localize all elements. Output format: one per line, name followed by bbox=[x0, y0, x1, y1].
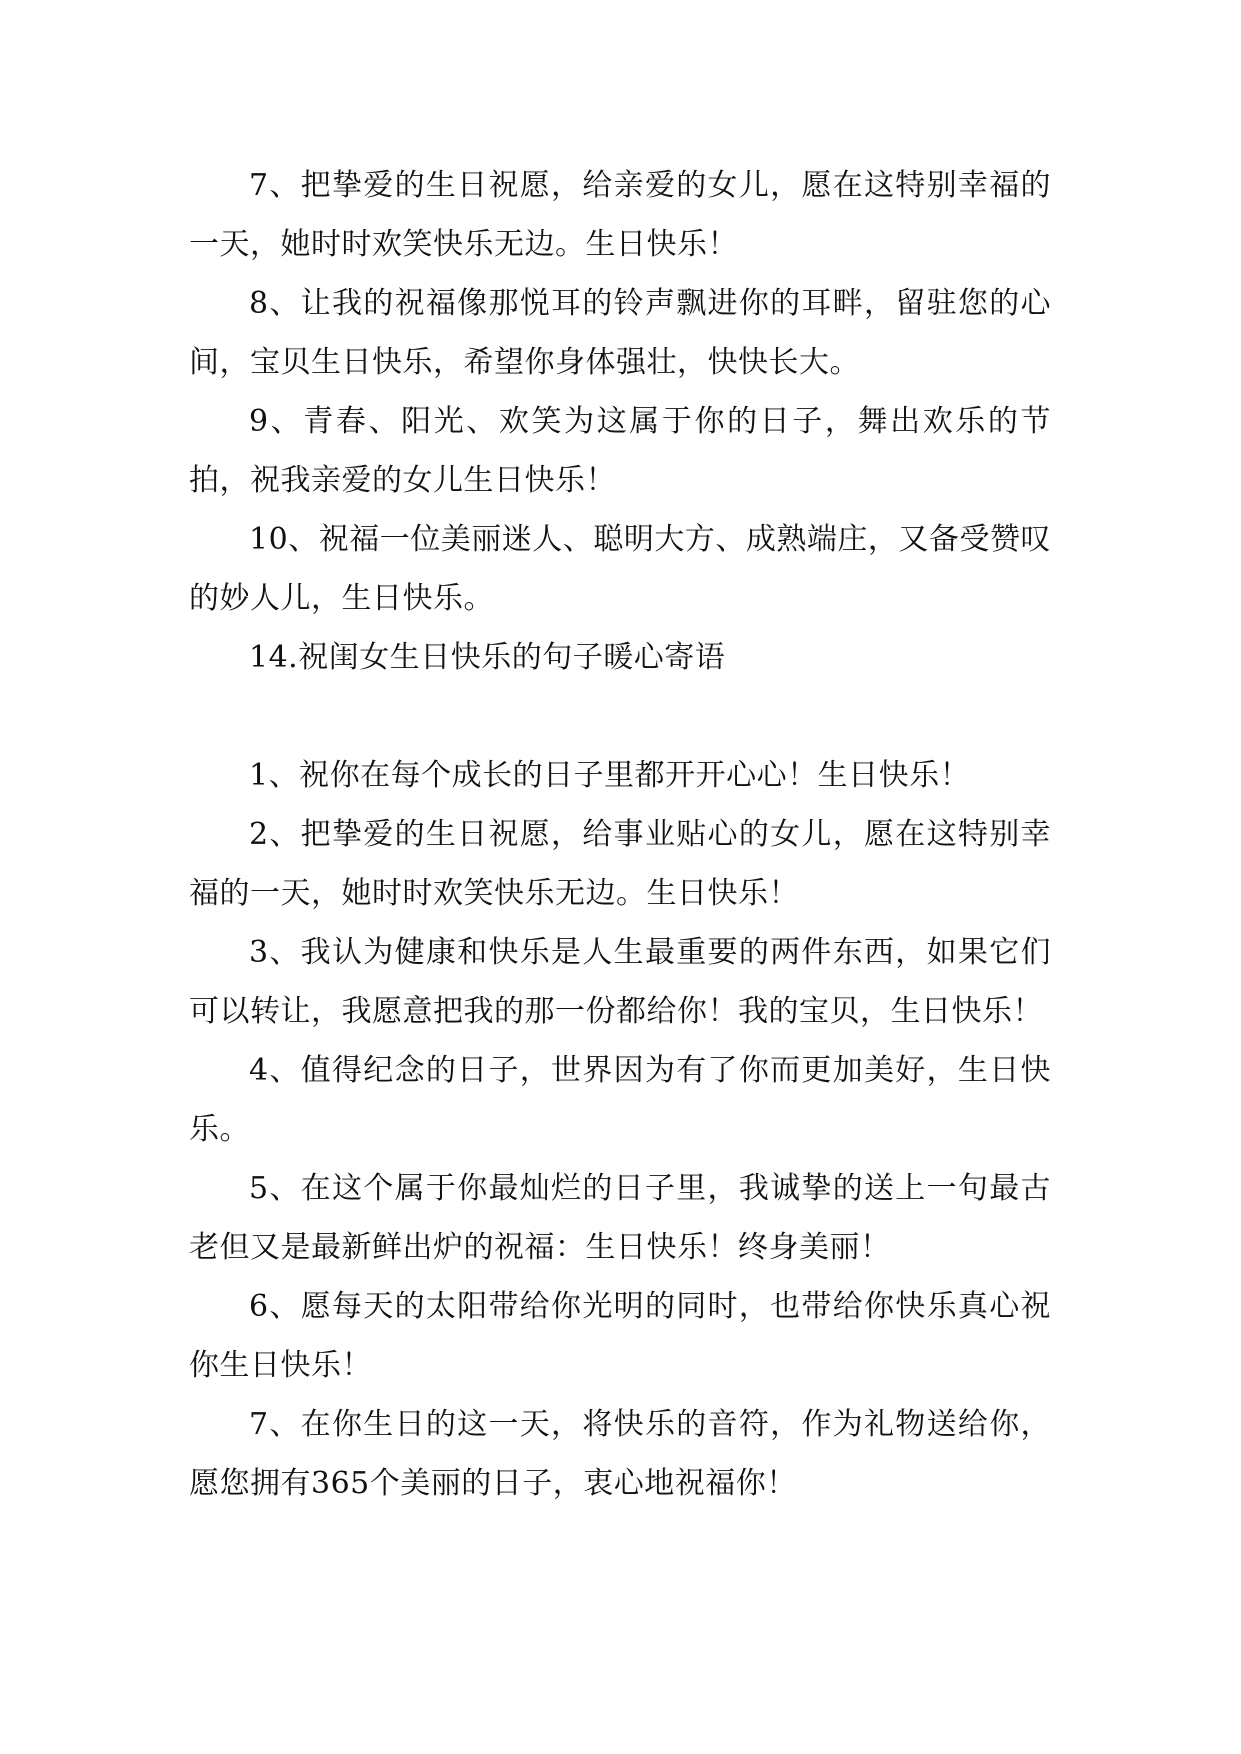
paragraph-item-5: 5、在这个属于你最灿烂的日子里，我诚挚的送上一句最古老但又是最新鲜出炉的祝福：生日快乐！终身美丽！ bbox=[189, 1171, 1051, 1265]
paragraph-item-3: 3、我认为健康和快乐是人生最重要的两件东西，如果它们可以转让，我愿意把我的那一份都给你！我的宝贝，生日快乐！ bbox=[189, 935, 1051, 1029]
paragraph-item-10: 10、祝福一位美丽迷人、聪明大方、成熟端庄，又备受赞叹的妙人儿，生日快乐。 bbox=[189, 522, 1051, 616]
paragraph-item-7: 7、把挚爱的生日祝愿，给亲爱的女儿，愿在这特别幸福的一天，她时时欢笑快乐无边。生日快乐！ bbox=[189, 168, 1051, 262]
paragraph-item-7b: 7、在你生日的这一天，将快乐的音符，作为礼物送给你，愿您拥有365个美丽的日子，衷心地祝福你！ bbox=[189, 1407, 1051, 1501]
paragraph-item-9: 9、青春、阳光、欢笑为这属于你的日子，舞出欢乐的节拍，祝我亲爱的女儿生日快乐！ bbox=[189, 404, 1051, 498]
paragraph-item-1: 1、祝你在每个成长的日子里都开开心心！生日快乐！ bbox=[249, 758, 971, 793]
blank-line bbox=[189, 687, 1051, 746]
paragraph-item-4: 4、值得纪念的日子，世界因为有了你而更加美好，生日快乐。 bbox=[189, 1053, 1051, 1147]
section-heading: 14.祝闺女生日快乐的句子暖心寄语 bbox=[249, 640, 726, 675]
paragraph-item-2: 2、把挚爱的生日祝愿，给事业贴心的女儿，愿在这特别幸福的一天，她时时欢笑快乐无边。生日快乐！ bbox=[189, 817, 1051, 911]
paragraph-item-6: 6、愿每天的太阳带给你光明的同时，也带给你快乐真心祝你生日快乐！ bbox=[189, 1289, 1051, 1383]
document-body bbox=[189, 156, 1051, 1513]
paragraph-item-8: 8、让我的祝福像那悦耳的铃声飘进你的耳畔，留驻您的心间，宝贝生日快乐，希望你身体强壮，快快长大。 bbox=[189, 286, 1051, 380]
